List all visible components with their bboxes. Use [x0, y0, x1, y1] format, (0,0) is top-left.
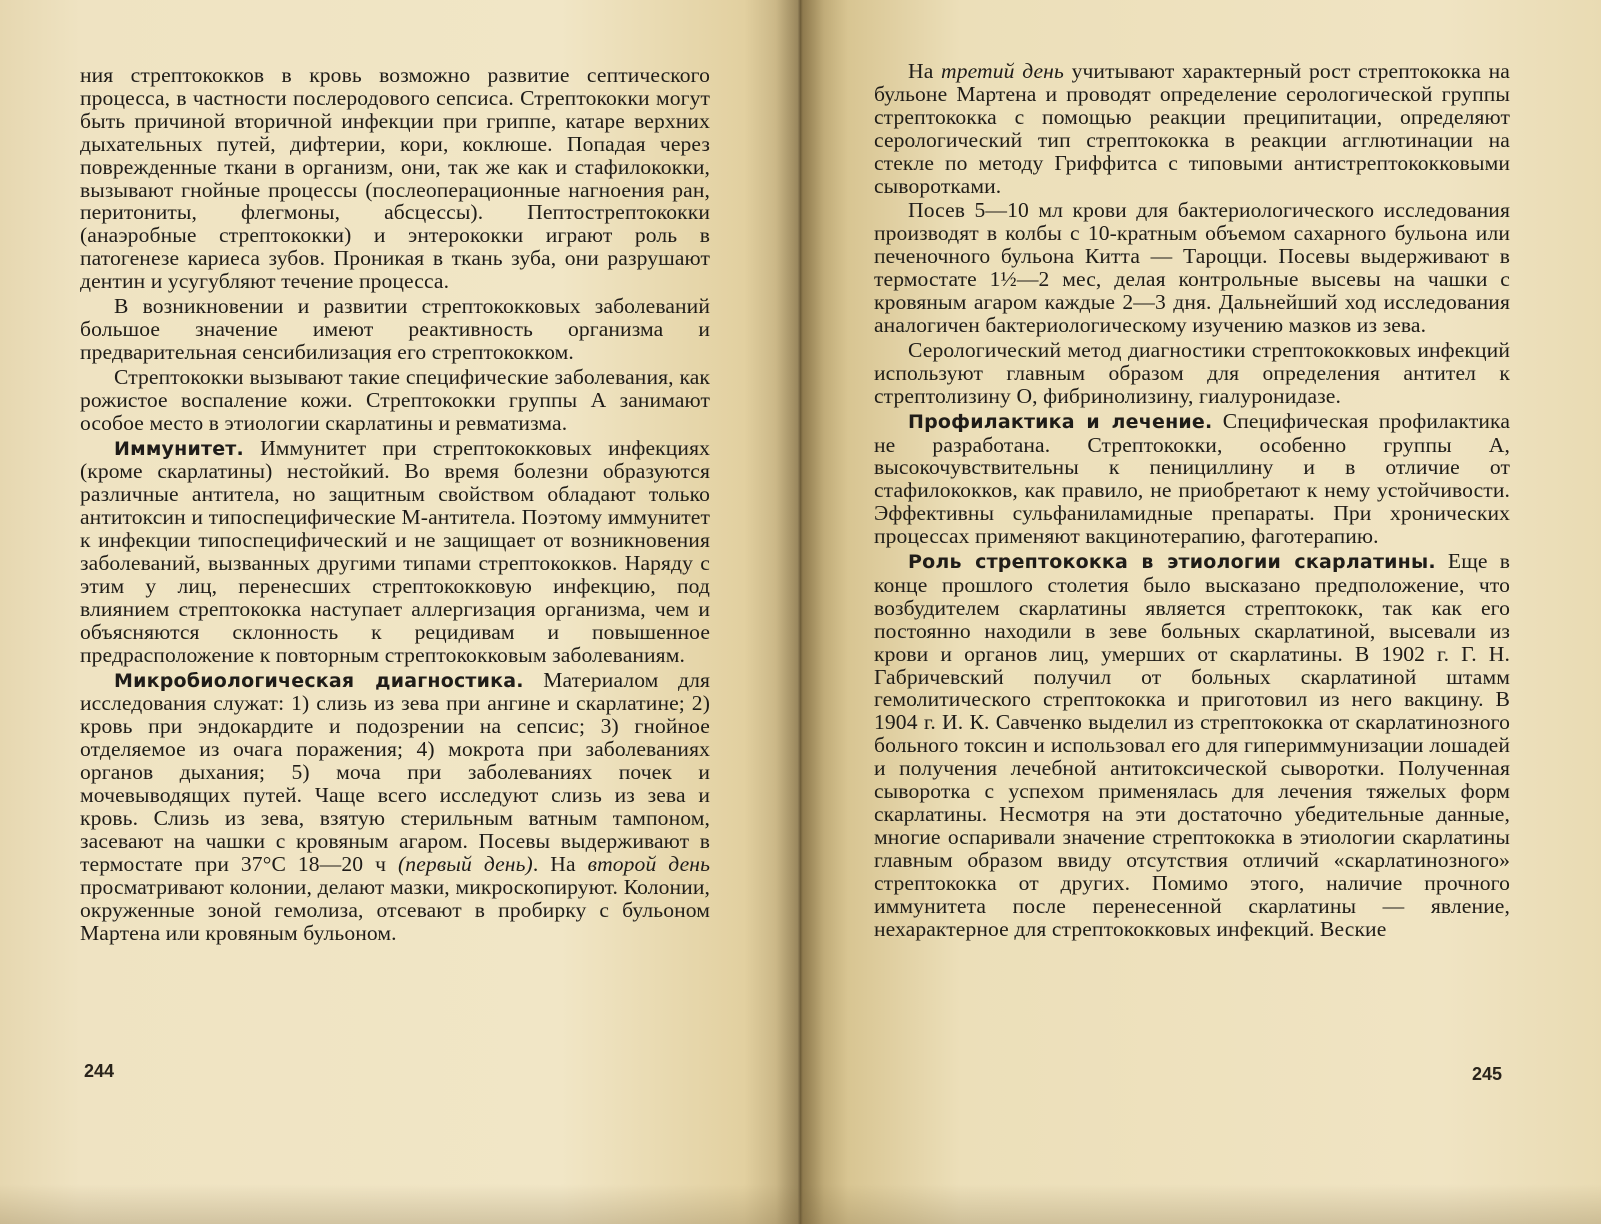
body-text: . На — [532, 851, 588, 876]
paragraph — [80, 295, 710, 364]
right-page-text — [874, 60, 1510, 942]
paragraph — [874, 60, 1510, 197]
left-page — [0, 0, 800, 1224]
run-in-heading: Роль стрептококка в этиологии скарлатины. — [908, 551, 1436, 574]
paragraph — [874, 410, 1510, 548]
body-text: Еще в конце прошлого столетия было высказано предположение, что возбудителем скарлатины является стрептококк, так как его постоянно находили в зеве больных скарлатиной, высевали из крови и органов лиц, умерших от скарлатины. В 1902 г. Г. Н. Габричевский получил от больных скарлатиной штамм гемолитического стрептококка и приготовил из него вакцину. В 1904 г. И. К. Савченко выделил из стрептококка от скарлатинозного больного токсин и использовал его для гипериммунизации лошадей и получения лечебной антитоксической сыворотки. Полученная сыворотка с успехом применялась для лечения тяжелых форм скарлатины. Несмотря на эти достаточно убедительные данные, многие оспаривали значение стрептококка в этиологии скарлатины главным образом ввиду отсутствия отличий «скарлатинозного» стрептококка от других. Помимо этого, наличие прочного иммунитета после перенесенной скарлатины — явление, нехарактерное для стрептококковых инфекций. Веские — [874, 549, 1510, 941]
body-text: Иммунитет при стрептококковых инфекциях (кроме скарлатины) нестойкий. Во время болезни образуются различные антитела, но защитным свойством обладают только антитоксин и типоспецифические М-антитела. Поэтому иммунитет к инфекции типоспецифический и не защищает от возникновения заболеваний, вызванных другими типами стрептококков. Наряду с этим у лиц, перенесших стрептококковую инфекцию, под влиянием стрептококка наступает аллергизация организма, чем и объясняются склонность к рецидивам и повышенное предрасположение к повторным стрептококковым заболеваниям. — [80, 435, 710, 667]
body-text: Серологический метод диагностики стрептококковых инфекций используют главным образом для определения антител к стрептолизину О, фибринолизину, гиалуронидазе. — [874, 337, 1510, 408]
body-text: Стрептококки вызывают такие специфические заболевания, как рожистое воспаление кожи. Стрептококки группы А занимают особое место в этиологии скарлатины и ревматизма. — [80, 364, 710, 435]
paragraph — [874, 339, 1510, 408]
body-text: ния стрептококков в кровь возможно развитие септического процесса, в частности послеродового сепсиса. Стрептококки могут быть причиной вторичной инфекции при гриппе, катаре верхних дыхательных путей, дифтерии, кори, коклюше. Попадая через поврежденные ткани в организм, они, так же как и стафилококки, вызывают гнойные процессы (послеоперационные нагноения ран, перитониты, флегмоны, абсцессы). Пептострептококки (анаэробные стрептококки) и энтерококки играют роль в патогенезе кариеса зубов. Проникая в ткань зуба, они разрушают дентин и усугубляют течение процесса. — [80, 63, 710, 294]
body-text: учитывают характерный рост стрептококка на бульоне Мартена и проводят определение серологической группы стрептококка с помощью реакции преципитации, определяют серологический тип стрептококка в реакции агглютинации на стекле по методу Гриффитса с типовыми антистрептококковыми сыворотками. — [874, 59, 1510, 198]
body-text: На — [908, 59, 942, 83]
paragraph — [874, 550, 1510, 940]
body-text: Посев 5—10 мл крови для бактериологического исследования производят в колбы с 10-кратным объемом сахарного бульона или печеночного бульона Китта — Тароцци. Посевы выдерживают в термостате 1½—2 мес, делая контрольные высевы на чашки с кровяным агаром каждые 2—3 дня. Дальнейший ход исследования аналогичен бактериологическому изучению мазков из зева. — [874, 198, 1510, 337]
body-text: В возникновении и развитии стрептококковых заболеваний большое значение имеют реактивность организма и предварительная сенсибилизация его стрептококком. — [80, 294, 710, 364]
right-page — [800, 0, 1601, 1224]
paragraph — [80, 669, 710, 945]
body-text: просматривают колонии, делают мазки, микроскопируют. Колонии, окруженные зоной гемолиза, отсевают в пробирку с бульоном Мартена или кровяным бульоном. — [80, 874, 710, 945]
paragraph — [80, 64, 710, 293]
left-page-number: 244 — [84, 1061, 115, 1081]
body-text: Материалом для исследования служат: 1) слизь из зева при ангине и скарлатине; 2) кровь при эндокардите и подозрении на сепсис; 3) гнойное отделяемое из очага поражения; 4) мокрота при заболеваниях органов дыхания; 5) моча при заболеваниях почек и мочевыводящих путей. Чаще всего исследуют слизь из зева и кровь. Слизь из зева, взятую стерильным ватным тампоном, засевают на чашки с кровяным агаром. Посевы выдерживают в термостате при 37°С 18—20 ч — [80, 667, 710, 876]
italic-text: третий день — [941, 59, 1064, 83]
left-page-text — [80, 64, 710, 946]
paragraph — [874, 199, 1510, 336]
italic-text: (первый день) — [398, 851, 533, 876]
paragraph — [80, 437, 710, 667]
italic-text: второй день — [587, 851, 711, 876]
body-text: Специфическая профилактика не разработана. Стрептококки, особенно группы А, высокочувствительны к пенициллину и в отличие от стафилококков, как правило, не приобретают к нему устойчивости. Эффективны сульфаниламидные препараты. При хронических процессах применяют вакцинотерапию, фаготерапию. — [874, 408, 1510, 549]
run-in-heading: Микробиологическая диагностика. — [114, 669, 524, 692]
right-page-number: 245 — [1472, 1064, 1503, 1084]
paragraph — [80, 366, 710, 435]
run-in-heading: Профилактика и лечение. — [908, 410, 1213, 433]
run-in-heading: Иммунитет. — [114, 437, 244, 460]
